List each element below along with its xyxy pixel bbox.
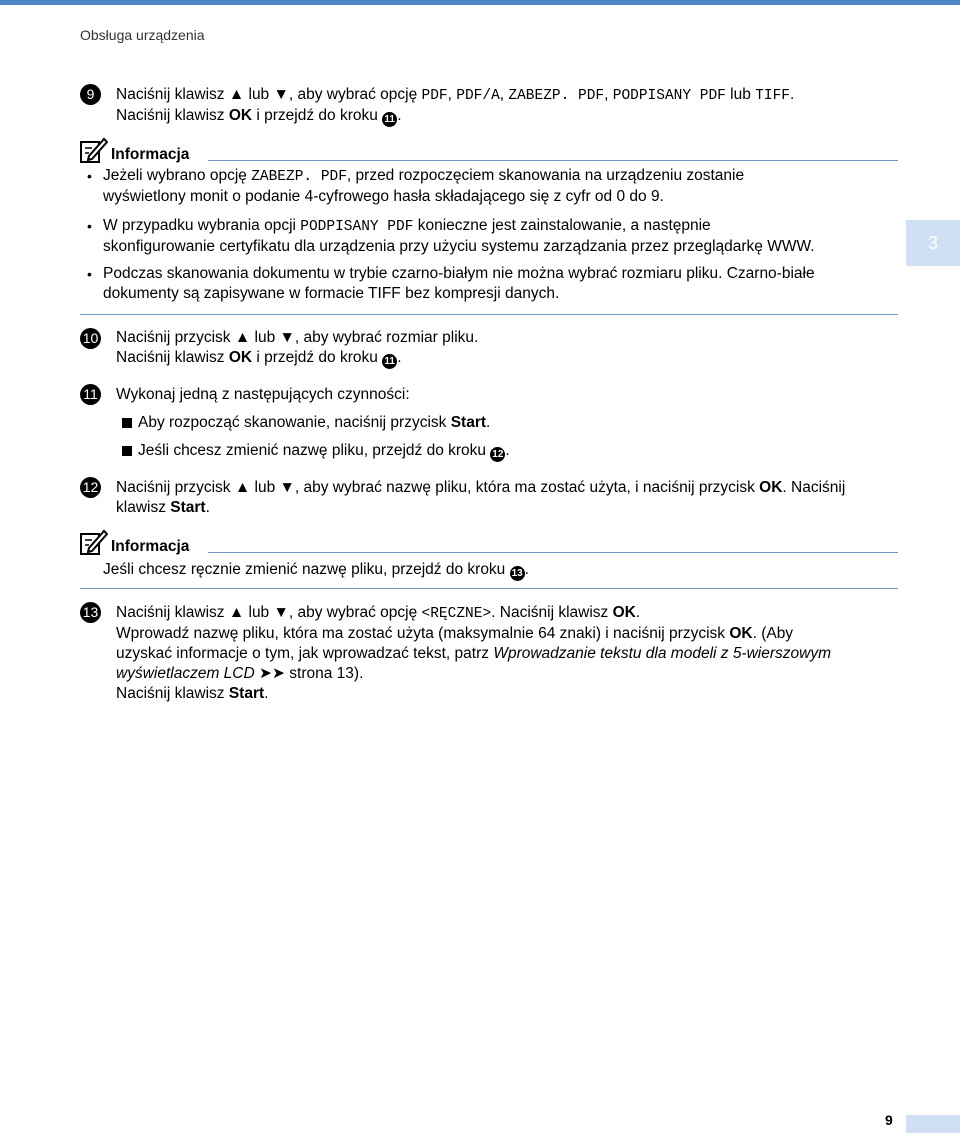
up-arrow-icon: ▲ bbox=[234, 329, 251, 346]
step-number-11: 11 bbox=[80, 384, 101, 405]
text: lub bbox=[250, 329, 280, 346]
cross-reference-title: wyświetlaczem LCD bbox=[116, 665, 255, 682]
up-arrow-icon: ▲ bbox=[228, 86, 245, 103]
square-bullet-icon bbox=[122, 446, 132, 456]
note-2-text bbox=[103, 560, 898, 581]
option-signed-pdf: PODPISANY PDF bbox=[612, 88, 726, 104]
text: klawisz bbox=[116, 499, 171, 516]
note-1-bullet-3 bbox=[103, 264, 898, 304]
step-number-10: 10 bbox=[80, 328, 101, 349]
text: i przejdź do kroku bbox=[252, 349, 383, 366]
text: Naciśnij klawisz bbox=[116, 685, 229, 702]
option-secure-pdf: ZABEZP. PDF bbox=[508, 88, 605, 104]
text: . bbox=[790, 86, 795, 103]
text: lub bbox=[250, 479, 280, 496]
down-arrow-icon: ▼ bbox=[279, 329, 295, 346]
text: . bbox=[524, 561, 529, 578]
option-signed-pdf: PODPISANY PDF bbox=[300, 219, 414, 235]
text: lub bbox=[725, 86, 756, 103]
text: Naciśnij przycisk bbox=[116, 329, 235, 346]
cross-reference-title: Wprowadzanie tekstu dla modeli z 5-wierszowym bbox=[493, 645, 831, 662]
text: . bbox=[205, 499, 210, 516]
text: Naciśnij klawisz bbox=[116, 107, 229, 124]
running-header: Obsługa urządzenia bbox=[80, 27, 205, 43]
text: lub bbox=[244, 604, 274, 621]
text: Jeżeli wybrano opcję bbox=[103, 167, 252, 184]
option-pdf: PDF bbox=[421, 88, 448, 104]
top-accent-bar bbox=[0, 0, 960, 5]
text: Aby rozpocząć skanowanie, naciśnij przycisk bbox=[138, 414, 451, 431]
text: Naciśnij klawisz bbox=[116, 349, 229, 366]
text: Jeśli chcesz ręcznie zmienić nazwę pliku, przejdź do kroku bbox=[103, 561, 510, 578]
option-tiff: TIFF bbox=[755, 88, 790, 104]
bullet-marker: • bbox=[87, 218, 92, 234]
ok-key-label: OK bbox=[759, 479, 783, 496]
step-number-9: 9 bbox=[80, 84, 101, 105]
down-arrow-icon: ▼ bbox=[273, 604, 289, 621]
step-number-12: 12 bbox=[80, 477, 101, 498]
step-reference: 12 bbox=[492, 449, 504, 460]
text: . bbox=[397, 349, 402, 366]
note-title: Informacja bbox=[111, 146, 190, 163]
step-10-text bbox=[116, 328, 906, 369]
text: Podczas skanowania dokumentu w trybie czarno-białym nie można wybrać rozmiaru pliku. Czarno-białe bbox=[103, 265, 815, 282]
text: , aby wybrać opcję bbox=[288, 86, 422, 103]
step-11-option-1 bbox=[138, 413, 490, 433]
note-1-bullet-1 bbox=[103, 166, 898, 207]
text: . bbox=[486, 414, 491, 431]
note-divider bbox=[208, 160, 898, 161]
text: . Naciśnij klawisz bbox=[491, 604, 613, 621]
text: , przed rozpoczęciem skanowania na urządzeniu zostanie bbox=[346, 167, 745, 184]
text: , aby wybrać opcję bbox=[288, 604, 422, 621]
note-end-divider bbox=[80, 314, 898, 315]
start-key-label: Start bbox=[228, 685, 265, 702]
text: Naciśnij klawisz bbox=[116, 604, 229, 621]
ok-key-label: OK bbox=[729, 625, 753, 642]
ok-key-label: OK bbox=[228, 107, 253, 124]
ok-key-label: OK bbox=[612, 604, 636, 621]
text: . Naciśnij bbox=[782, 479, 846, 496]
text: wyświetlony monit o podanie 4-cyfrowego hasła składającego się z cyfr od 0 do 9. bbox=[103, 188, 664, 205]
step-number-13: 13 bbox=[80, 602, 101, 623]
option-pdfa: PDF/A bbox=[456, 88, 500, 104]
up-arrow-icon: ▲ bbox=[234, 479, 251, 496]
option-manual: <RĘCZNE> bbox=[421, 606, 492, 622]
text: dokumenty są zapisywane w formacie TIFF bez kompresji danych. bbox=[103, 285, 560, 302]
text: skonfigurowanie certyfikatu dla urządzenia przy użyciu systemu zarządzania przez przeglądarkę WWW. bbox=[103, 238, 815, 255]
text: . bbox=[635, 604, 641, 621]
text: . bbox=[264, 685, 269, 702]
text: uzyskać informacje o tym, jak wprowadzać tekst, patrz bbox=[116, 645, 494, 662]
footer-tab bbox=[906, 1115, 960, 1133]
step-reference: 13 bbox=[511, 568, 523, 579]
step-9-line-1 bbox=[116, 85, 906, 106]
text: W przypadku wybrania opcji bbox=[103, 217, 301, 234]
note-pencil-icon bbox=[80, 136, 108, 164]
note-header bbox=[80, 528, 900, 558]
text: Naciśnij przycisk bbox=[116, 479, 235, 496]
down-arrow-icon: ▼ bbox=[273, 86, 289, 103]
note-1-bullet-2 bbox=[103, 216, 898, 257]
text: strona 13). bbox=[284, 665, 364, 682]
note-title: Informacja bbox=[111, 538, 190, 555]
note-divider bbox=[208, 552, 898, 553]
text: Jeśli chcesz zmienić nazwę pliku, przejdź do kroku bbox=[138, 442, 491, 459]
square-bullet-icon bbox=[122, 418, 132, 428]
text: . bbox=[397, 107, 402, 124]
note-end-divider bbox=[80, 588, 898, 589]
note-pencil-icon bbox=[80, 528, 108, 556]
text: lub bbox=[244, 86, 274, 103]
bullet-marker: • bbox=[87, 168, 92, 184]
text: , bbox=[447, 86, 457, 103]
text: , bbox=[604, 86, 613, 103]
ok-key-label: OK bbox=[228, 349, 253, 366]
text: . (Aby bbox=[752, 625, 794, 642]
text: Naciśnij klawisz bbox=[116, 86, 229, 103]
step-9-line-2 bbox=[116, 106, 906, 127]
text: , bbox=[499, 86, 509, 103]
text: i przejdź do kroku bbox=[252, 107, 383, 124]
note-header bbox=[80, 136, 900, 166]
text: . bbox=[505, 442, 510, 459]
page-number: 9 bbox=[885, 1112, 893, 1128]
text: Wprowadź nazwę pliku, która ma zostać użyta (maksymalnie 64 znaki) i naciśnij przycisk bbox=[116, 625, 730, 642]
step-reference: 11 bbox=[382, 112, 397, 127]
text: , aby wybrać nazwę pliku, która ma zostać użyta, i naciśnij przycisk bbox=[294, 479, 760, 496]
step-12-text bbox=[116, 478, 906, 518]
step-9-text bbox=[116, 85, 906, 127]
double-arrow-icon: ➤➤ bbox=[258, 665, 285, 682]
start-key-label: Start bbox=[450, 414, 487, 431]
step-11-option-2 bbox=[138, 441, 510, 462]
text: , aby wybrać rozmiar pliku. bbox=[294, 329, 479, 346]
down-arrow-icon: ▼ bbox=[279, 479, 295, 496]
option-secure-pdf: ZABEZP. PDF bbox=[251, 169, 347, 185]
up-arrow-icon: ▲ bbox=[228, 604, 245, 621]
step-13-text bbox=[116, 603, 906, 704]
step-11-text: Wykonaj jedną z następujących czynności: bbox=[116, 386, 410, 403]
step-reference: 11 bbox=[382, 354, 397, 369]
chapter-tab: 3 bbox=[906, 220, 960, 266]
text: konieczne jest zainstalowanie, a następnie bbox=[413, 217, 711, 234]
start-key-label: Start bbox=[170, 499, 206, 516]
bullet-marker: • bbox=[87, 266, 92, 282]
